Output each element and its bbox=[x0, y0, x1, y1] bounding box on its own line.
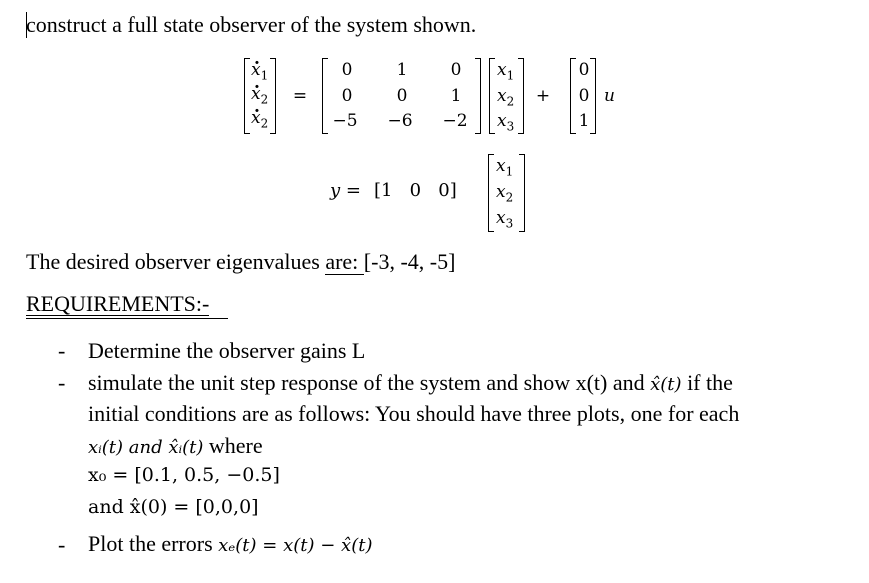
A-cell: −5 bbox=[332, 111, 358, 131]
A-cell: 0 bbox=[450, 60, 462, 80]
xhat-t: x̂(t) bbox=[650, 374, 682, 395]
C-matrix: [1 0 0] bbox=[374, 180, 457, 201]
x-vector-entry: $x_3$ bbox=[497, 111, 515, 134]
B-cell: 0 bbox=[578, 60, 590, 80]
A-cell: 0 bbox=[341, 86, 353, 106]
B-cell: 0 bbox=[578, 86, 590, 106]
B-cell: 1 bbox=[578, 111, 590, 131]
A-left-bracket bbox=[322, 58, 328, 134]
x-right-bracket bbox=[518, 58, 524, 134]
output-x-right-bracket bbox=[519, 154, 525, 232]
requirement-simulate-line2: initial conditions are as follows: You should have three plots, one for each bbox=[88, 401, 740, 426]
simulate-text: simulate the unit step response of the system and show x(t) and bbox=[88, 370, 651, 395]
lhs-x3-dot: . $x_2$ bbox=[251, 108, 268, 133]
heading: construct a full state observer of the system shown. bbox=[26, 12, 477, 37]
requirement-plot-errors bbox=[88, 531, 372, 557]
output-y-label: y = bbox=[330, 180, 361, 201]
x-left-bracket bbox=[489, 58, 495, 134]
requirement-simulate-line3 bbox=[88, 433, 263, 459]
bullet-dash: - bbox=[58, 532, 66, 557]
eigenvalues-values: [-3, -4, -5] bbox=[363, 249, 456, 274]
eigenvalues-label: The desired observer eigenvalues bbox=[26, 249, 326, 274]
requirements-title: REQUIREMENTS:- bbox=[26, 291, 210, 316]
A-cell: 1 bbox=[396, 60, 408, 80]
eigenvalues-underlined: are: bbox=[325, 249, 364, 274]
xi-and-xhat-i: xᵢ(t) and x̂ᵢ(t) bbox=[88, 437, 204, 458]
initial-condition-x0: x₀ = [0.1, 0.5, −0.5] bbox=[88, 464, 280, 486]
A-cell: 0 bbox=[341, 60, 353, 80]
eigenvalues-line bbox=[26, 249, 455, 275]
plot-errors-text: Plot the errors bbox=[88, 531, 219, 556]
requirement-simulate-line1 bbox=[88, 370, 733, 396]
bullet-dash: - bbox=[58, 370, 66, 395]
A-right-bracket bbox=[475, 58, 481, 134]
bullet-dash: - bbox=[58, 338, 66, 363]
error-equation: xₑ(t) = x(t) − x̂(t) bbox=[218, 535, 373, 556]
simulate-text-end: if the bbox=[681, 370, 733, 395]
requirement-observer-gains: Determine the observer gains L bbox=[88, 338, 366, 363]
x-vector-entry: $x_1$ bbox=[497, 60, 515, 83]
initial-condition-xhat0: and x̂(0) = [0,0,0] bbox=[88, 496, 259, 518]
output-x-entry: $x_3$ bbox=[496, 208, 514, 231]
A-cell: 1 bbox=[450, 86, 462, 106]
x-vector-entry: $x_2$ bbox=[497, 86, 515, 109]
plus-sign: + bbox=[535, 86, 551, 106]
lhs-right-bracket bbox=[270, 58, 276, 134]
lhs-left-bracket bbox=[244, 58, 250, 134]
output-x-entry: $x_2$ bbox=[496, 182, 514, 205]
lhs-x2-dot: . $x_2$ bbox=[251, 84, 268, 109]
input-u: u bbox=[604, 86, 615, 106]
A-cell: 0 bbox=[396, 86, 408, 106]
A-cell: −6 bbox=[387, 111, 413, 131]
A-cell: −2 bbox=[442, 111, 468, 131]
output-x-entry: $x_1$ bbox=[496, 156, 514, 179]
where-text: where bbox=[203, 433, 263, 458]
output-x-left-bracket bbox=[488, 154, 494, 232]
lhs-x1-dot: . $x_1$ bbox=[251, 60, 268, 85]
equals-sign: = bbox=[292, 86, 308, 106]
requirements-double-underline bbox=[26, 318, 228, 319]
